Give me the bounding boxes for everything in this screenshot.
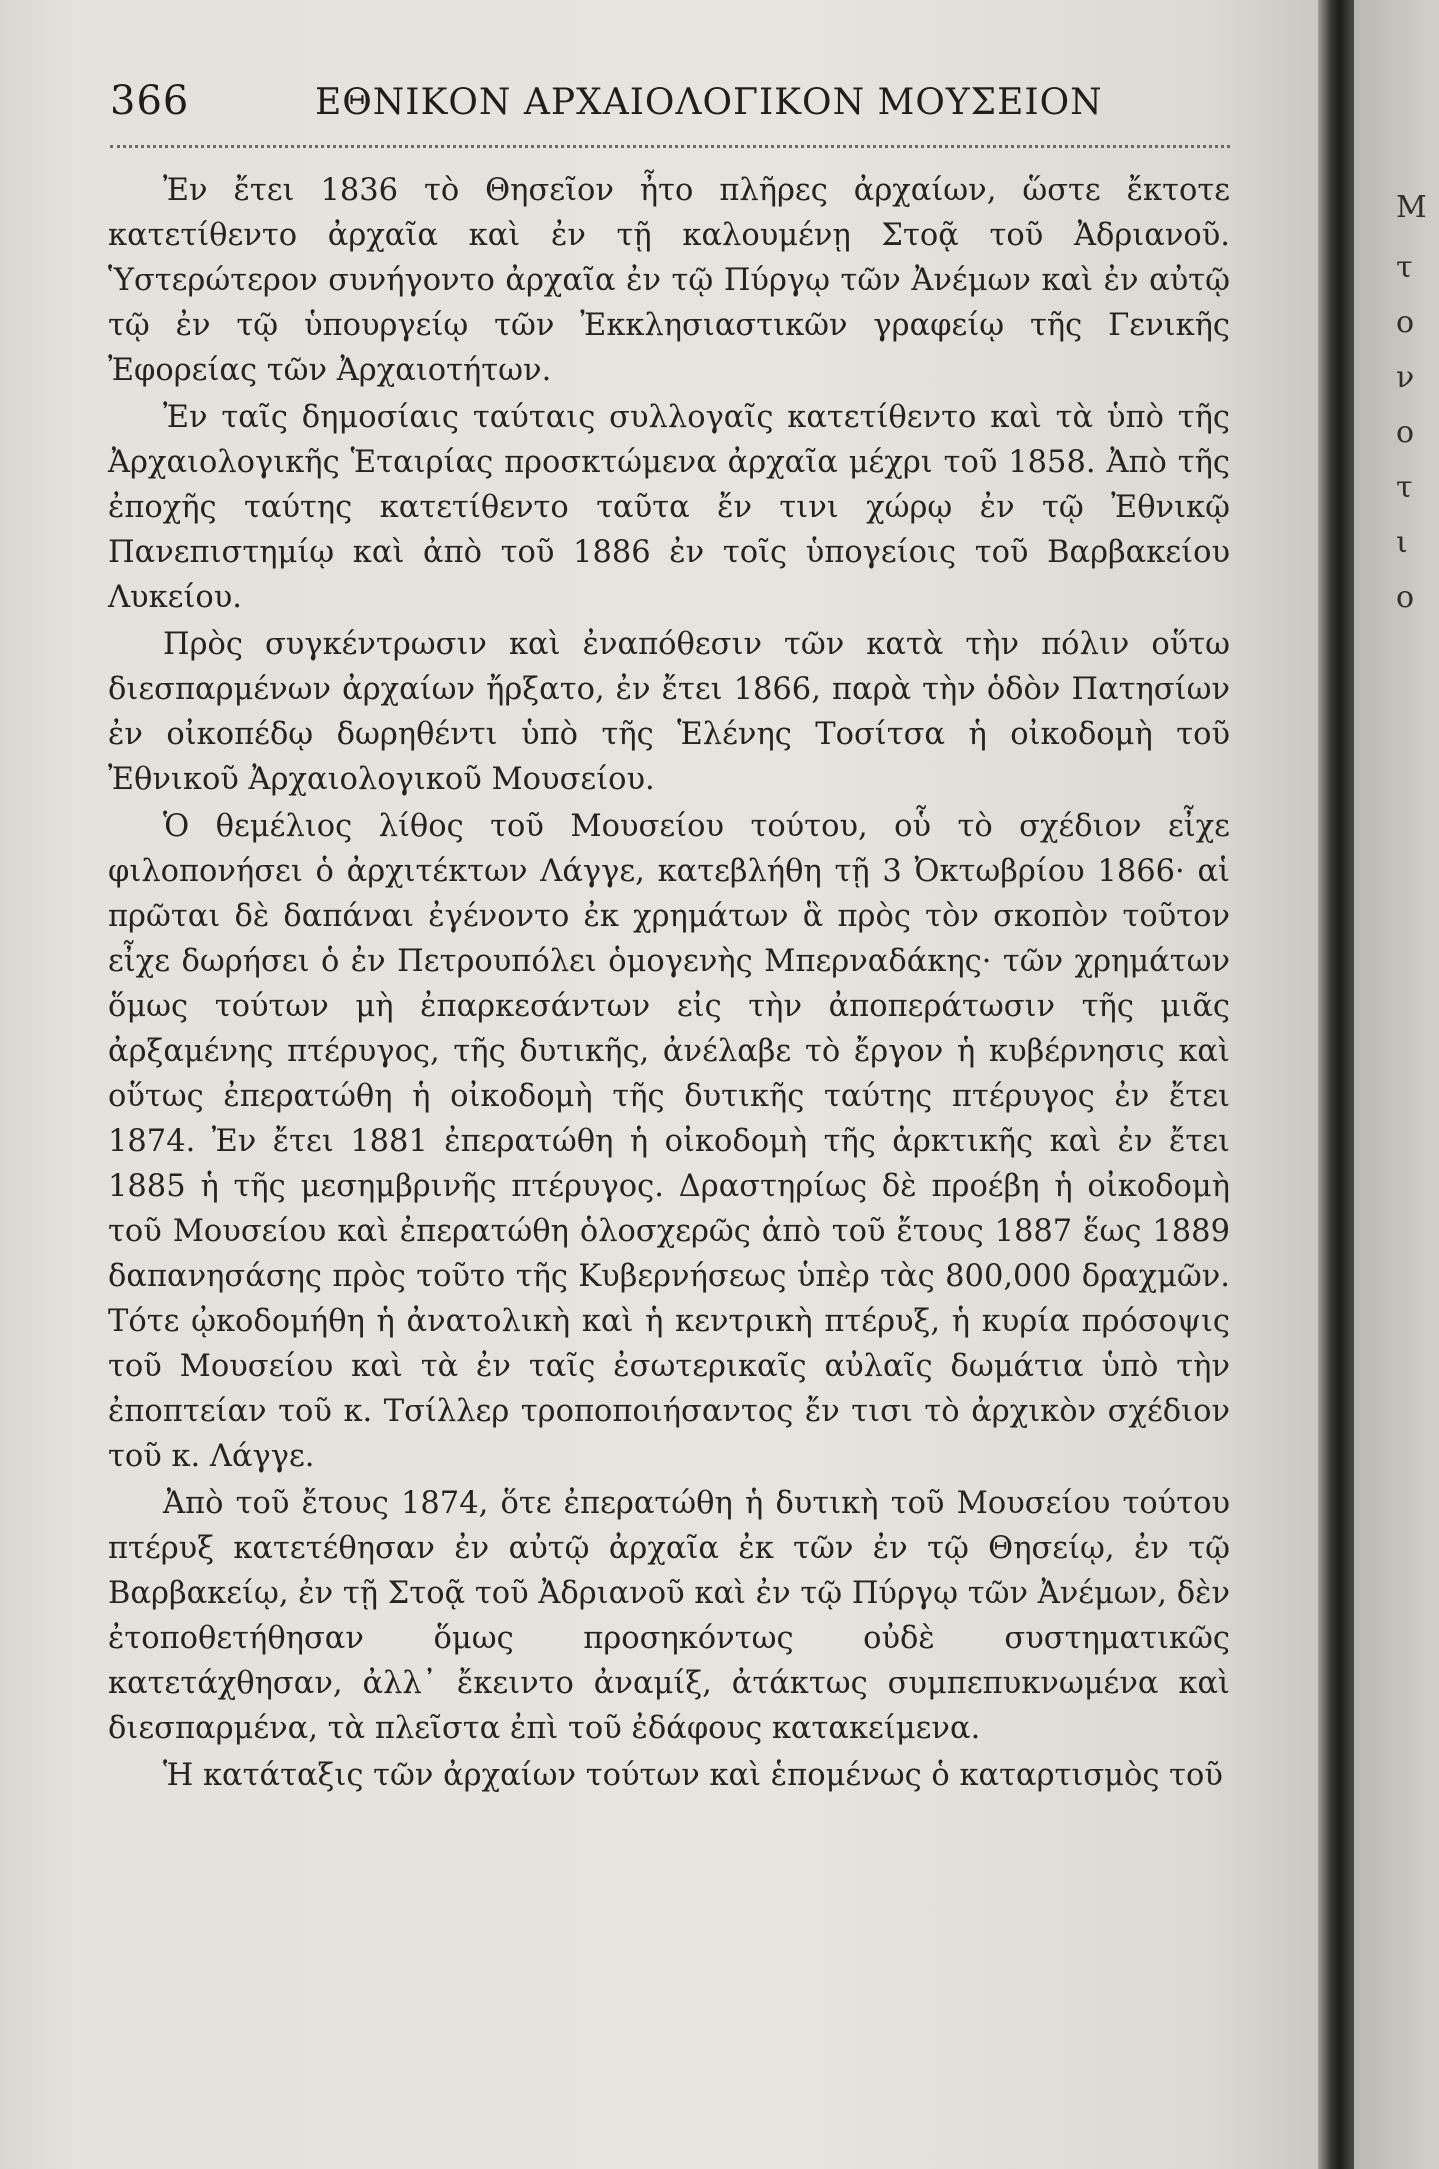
running-title: ΕΘΝΙΚΟΝ ΑΡΧΑΙΟΛΟΓΙΚΟΝ ΜΟΥΣΕΙΟΝ: [315, 82, 1103, 123]
facing-page-fragment: ο: [1396, 415, 1415, 450]
book-gutter: [1318, 0, 1354, 2169]
paragraph: Ἐν ταῖς δημοσίαις ταύταις συλλογαῖς κατετίθεντο καὶ τὰ ὑπὸ τῆς Ἀρχαιολογικῆς Ἑταιρίας προσκτώμενα ἀρχαῖα μέχρι τοῦ 1858. Ἀπὸ τῆς ἐποχῆς ταύτης κατετίθεντο ταῦτα ἔν τινι χώρῳ ἐν τῷ Ἐθνικῷ Πανεπιστημίῳ καὶ ἀπὸ τοῦ 1886 ἐν τοῖς ὑπογείοις τοῦ Βαρβακείου Λυκείου.: [108, 400, 1230, 615]
facing-page-fragment: ο: [1396, 580, 1415, 615]
facing-page-fragment: ι: [1396, 525, 1408, 560]
paragraph: Ἡ κατάταξις τῶν ἀρχαίων τούτων καὶ ἑπομένως ὁ καταρτισμὸς τοῦ: [163, 1758, 1223, 1793]
facing-page-fragment: τ: [1396, 470, 1413, 505]
facing-page-fragment: Μ: [1396, 190, 1427, 225]
facing-page-fragment: ν: [1396, 360, 1415, 395]
page-number: 366: [110, 78, 190, 124]
facing-page-edge: [1354, 0, 1439, 2169]
paragraph: Πρὸς συγκέντρωσιν καὶ ἐναπόθεσιν τῶν κατὰ τὴν πόλιν οὕτω διεσπαρμένων ἀρχαίων ἤρξατο, ἐν ἔτει 1866, παρὰ τὴν ὁδὸν Πατησίων ἐν οἰκοπέδῳ δωρηθέντι ὑπὸ τῆς Ἑλένης Τοσίτσα ἡ οἰκοδομὴ τοῦ Ἐθνικοῦ Ἀρχαιολογικοῦ Μουσείου.: [108, 627, 1230, 797]
paragraph: Ὁ θεμέλιος λίθος τοῦ Μουσείου τούτου, οὗ τὸ σχέδιον εἶχε φιλοπονήσει ὁ ἀρχιτέκτων Λάγγε, κατεβλήθη τῇ 3 Ὀκτωβρίου 1866· αἱ πρῶται δὲ δαπάναι ἐγένοντο ἐκ χρημάτων ἃ πρὸς τὸν σκοπὸν τοῦτον εἶχε δωρήσει ὁ ἐν Πετρουπόλει ὁμογενὴς Μπερναδάκης· τῶν χρημάτων ὅμως τούτων μὴ ἐπαρκεσάντων εἰς τὴν ἀποπεράτωσιν τῆς μιᾶς ἀρξαμένης πτέρυγος, τῆς δυτικῆς, ἀνέλαβε τὸ ἔργον ἡ κυβέρνησις καὶ οὕτως ἐπερατώθη ἡ οἰκοδομὴ τῆς δυτικῆς ταύτης πτέρυγος ἐν ἔτει 1874. Ἐν ἔτει 1881 ἐπερατώθη ἡ οἰκοδομὴ τῆς ἀρκτικῆς καὶ ἐν ἔτει 1885 ἡ τῆς μεσημβρινῆς πτέρυγος. Δραστηρίως δὲ προέβη ἡ οἰκοδομὴ τοῦ Μουσείου καὶ ἐπερατώθη ὁλοσχερῶς ἀπὸ τοῦ ἔτους 1887 ἕως 1889 δαπανησάσης πρὸς τοῦτο τῆς Κυβερνήσεως ὑπὲρ τὰς 800,000 δραχμῶν. Τότε ᾠκοδομήθη ἡ ἀνατολικὴ καὶ ἡ κεντρικὴ πτέρυξ, ἡ κυρία πρόσοψις τοῦ Μουσείου καὶ τὰ ἐν ταῖς ἐσωτερικαῖς αὐλαῖς δωμάτια ὑπὸ τὴν ἐποπτείαν τοῦ κ. Τσίλλερ τροποποιήσαντος ἔν τισι τὸ ἀρχικὸν σχέδιον τοῦ κ. Λάγγε.: [108, 809, 1230, 1474]
facing-page-fragment: ο: [1396, 305, 1415, 340]
facing-page-fragment: τ: [1396, 250, 1413, 285]
paragraph: Ἐν ἔτει 1836 τὸ Θησεῖον ἦτο πλῆρες ἀρχαίων, ὥστε ἔκτοτε κατετίθεντο ἀρχαῖα καὶ ἐν τῇ καλουμένῃ Στοᾷ τοῦ Ἀδριανοῦ. Ὑστερώτερον συνήγοντο ἀρχαῖα ἐν τῷ Πύργῳ τῶν Ἀνέμων καὶ ἐν αὐτῷ τῷ ἐν τῷ ὑπουργείῳ τῶν Ἐκκλησιαστικῶν γραφείῳ τῆς Γενικῆς Ἐφορείας τῶν Ἀρχαιοτήτων.: [108, 173, 1230, 388]
header-rule: [110, 145, 1230, 148]
paragraph: Ἀπὸ τοῦ ἔτους 1874, ὅτε ἐπερατώθη ἡ δυτικὴ τοῦ Μουσείου τούτου πτέρυξ κατετέθησαν ἐν αὐτῷ ἀρχαῖα ἐκ τῶν ἐν τῷ Θησείῳ, ἐν τῷ Βαρβακείῳ, ἐν τῇ Στοᾷ τοῦ Ἀδριανοῦ καὶ ἐν τῷ Πύργῳ τῶν Ἀνέμων, δὲν ἐτοποθετήθησαν ὅμως προσηκόντως οὐδὲ συστηματικῶς κατετάχθησαν, ἀλλ᾽ ἔκειντο ἀναμίξ, ἀτάκτως συμπεπυκνωμένα καὶ διεσπαρμένα, τὰ πλεῖστα ἐπὶ τοῦ ἐδάφους κατακείμενα.: [108, 1486, 1230, 1746]
page-header: [110, 78, 1230, 138]
body-text: [108, 168, 1230, 1800]
